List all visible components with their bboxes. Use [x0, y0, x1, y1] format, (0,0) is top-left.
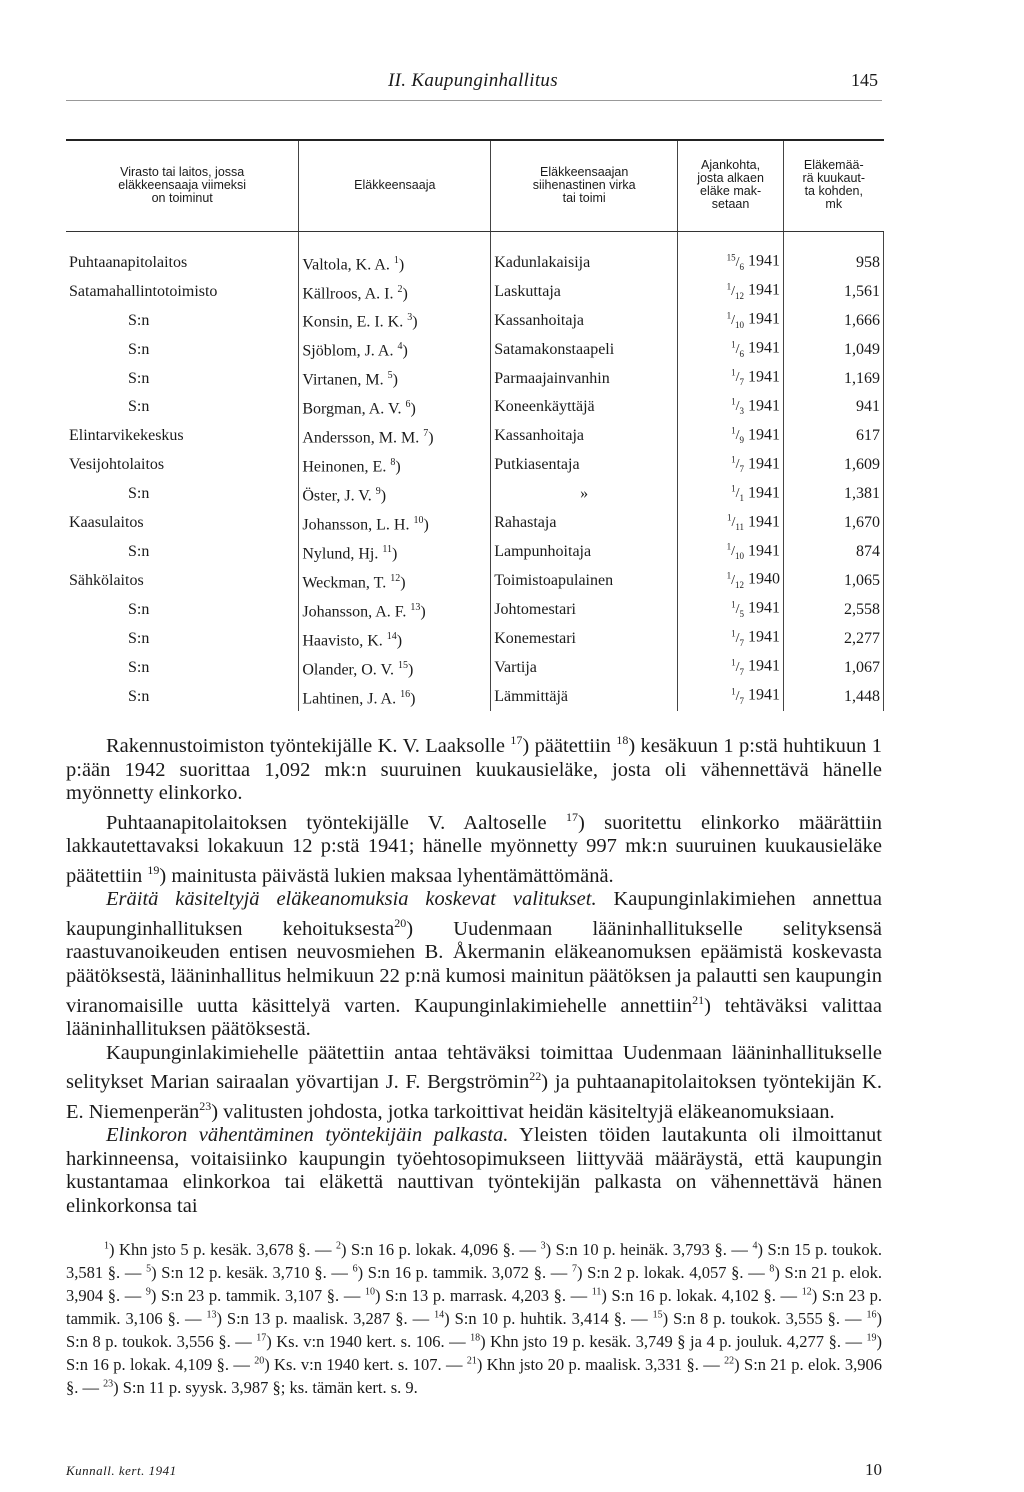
footnote-ref: 9	[375, 486, 381, 498]
pensioner-cell: Sjöblom, J. A. $^4$)	[299, 335, 491, 364]
footnote-item: $^6$) S:n 16 p. tammik. 3,072 §. —	[352, 1262, 572, 1282]
pensioner-cell: Haavisto, K. $^{14}$)	[299, 624, 491, 653]
footnote-ref: 6	[405, 399, 411, 411]
amount-cell: 2,277	[784, 624, 884, 653]
date-fraction: $^1/_7$	[731, 454, 745, 475]
start-date-cell: $^1/_1$ 1941	[678, 480, 784, 509]
footnote-item: $^{17}$) Ks. v:n 1940 kert. s. 106. —	[256, 1332, 471, 1352]
footnote-ref: 11	[382, 544, 392, 556]
publication-mark: Kunnall. kert. 1941	[66, 1463, 177, 1478]
footnote-item: $^8$) S:n 21 p. elok. 3,904 §. —	[66, 1262, 883, 1306]
pensioner-cell: Johansson, L. H. $^{10}$)	[299, 509, 491, 538]
position-cell: Johtomestari	[491, 595, 678, 624]
table-row	[66, 393, 884, 422]
amount-cell: 1,561	[784, 277, 884, 306]
column-header-office: Virasto tai laitos, jossa eläkkeensaaja viimeksi on toiminut	[66, 140, 299, 232]
amount-cell: 617	[784, 422, 884, 451]
amount-cell: 958	[784, 232, 884, 277]
position-cell: Koneenkäyttäjä	[491, 393, 678, 422]
amount-cell: 1,670	[784, 509, 884, 538]
start-date-cell: $^1/_{10}$ 1941	[678, 538, 784, 567]
start-date-cell: $^1/_7$ 1941	[678, 653, 784, 682]
office-cell: S:n	[128, 311, 150, 329]
table-row	[66, 232, 884, 277]
section-heading-annuity: Elinkoron vähentäminen työntekijäin palkasta.	[106, 1123, 509, 1146]
position-cell: Vartija	[491, 653, 678, 682]
footnote-ref: 5	[387, 370, 393, 382]
amount-cell: 874	[784, 538, 884, 567]
footnote-item: $^{16}$) S:n 8 p. toukok. 3,556 §. —	[66, 1309, 882, 1352]
date-fraction: $^1/_6$	[731, 338, 745, 359]
column-header-pensioner: Eläkkeensaaja	[299, 140, 491, 232]
footnote-item: $^3$) S:n 10 p. heinäk. 3,793 §. —	[540, 1239, 753, 1259]
footnote-ref: 10	[413, 515, 424, 527]
table-row	[66, 480, 884, 509]
office-cell: S:n	[128, 369, 150, 387]
position-cell: Laskuttaja	[491, 277, 678, 306]
table-header-row	[66, 140, 884, 232]
position-cell: Kassanhoitaja	[491, 422, 678, 451]
office-cell: Elintarvikekeskus	[69, 427, 184, 445]
column-header-start-date: Ajankohta, josta alkaen eläke mak- setaan	[678, 140, 784, 232]
footnote-item: $^{20}$) Ks. v:n 1940 kert. s. 107. —	[254, 1355, 467, 1375]
date-fraction: $^1/_7$	[731, 367, 745, 388]
date-fraction: $^1/_7$	[731, 628, 745, 648]
pension-table	[66, 139, 884, 711]
footnote-item: $^5$) S:n 12 p. kesäk. 3,710 §. —	[146, 1262, 353, 1282]
amount-cell: 1,067	[784, 653, 884, 682]
position-cell: Parmaajainvanhin	[491, 364, 678, 393]
amount-cell: 2,558	[784, 595, 884, 624]
footnote-item: $^2$) S:n 16 p. lokak. 4,096 §. —	[336, 1239, 541, 1259]
start-date-cell: $^1/_9$ 1941	[678, 422, 784, 451]
footnote-ref: 13	[410, 602, 421, 613]
footnote-item: $^{14}$) S:n 10 p. huhtik. 3,414 §. —	[434, 1309, 653, 1329]
pensioner-cell: Andersson, M. M. $^7$)	[299, 422, 491, 451]
paragraph-laakso-pension: Rakennustoimiston työntekijälle K. V. Laaksolle $^{17}$) päätettiin $^{18}$) kesäkuun 1 p:stä huhtikuun 1 p:ään 1942 suorittaa 1,092 mk:n suuruinen kuukausieläke, josta oli vähennettävä hänelle myönnetty elinkorko.	[66, 733, 882, 805]
date-fraction: $^1/_7$	[731, 657, 745, 677]
footnote-ref: 8	[390, 457, 396, 469]
office-cell: S:n	[128, 485, 150, 503]
footnote-item: $^1$) Khn jsto 5 p. kesäk. 3,678 §. —	[104, 1239, 337, 1259]
amount-cell: 1,381	[784, 480, 884, 509]
date-fraction: $^1/_{10}$	[726, 309, 745, 330]
footnote-ref: 15	[398, 659, 408, 671]
start-date-cell: $^1/_6$ 1941	[678, 335, 784, 364]
date-fraction: $^1/_5$	[731, 599, 745, 619]
position-cell: Lämmittäjä	[491, 682, 678, 711]
footnote-ref: 7	[423, 428, 429, 440]
amount-cell: 1,065	[784, 566, 884, 595]
position-cell: Kadunlakaisija	[491, 232, 678, 277]
date-fraction: $^1/_9$	[731, 425, 745, 446]
start-date-cell: $^1/_{12}$ 1940	[678, 566, 784, 595]
office-cell: Vesijohtolaitos	[69, 456, 165, 474]
start-date-cell: $^1/_7$ 1941	[678, 451, 784, 480]
running-head	[66, 70, 882, 101]
date-fraction: $^1/_{12}$	[726, 280, 745, 301]
footnote-ref: 14	[386, 630, 397, 642]
footnote-item: $^7$) S:n 2 p. lokak. 4,057 §. —	[572, 1262, 770, 1282]
office-cell: S:n	[128, 398, 150, 416]
page-number: 145	[851, 70, 878, 90]
office-cell: Kaasulaitos	[69, 514, 144, 532]
column-header-position: Eläkkeensaajan siihenastinen virka tai toimi	[491, 140, 678, 232]
pensioner-cell: Källroos, A. I. $^2$)	[299, 277, 491, 306]
date-fraction: $^1/_{10}$	[726, 541, 745, 561]
start-date-cell: $^1/_3$ 1941	[678, 393, 784, 422]
pensioner-cell: Valtola, K. A. $^1$)	[299, 232, 491, 277]
position-cell: Putkiasentaja	[491, 451, 678, 480]
pensioner-cell: Borgman, A. V. $^6$)	[299, 393, 491, 422]
pension-rows	[66, 232, 884, 712]
pensioner-cell: Olander, O. V. $^{15}$)	[299, 653, 491, 682]
pensioner-cell: Heinonen, E. $^8$)	[299, 451, 491, 480]
amount-cell: 1,666	[784, 306, 884, 335]
date-fraction: $^1/_{12}$	[726, 570, 745, 590]
office-cell: S:n	[128, 659, 150, 677]
table-row	[66, 364, 884, 393]
start-date-cell: $^1/_7$ 1941	[678, 624, 784, 653]
table-row	[66, 451, 884, 480]
office-cell: S:n	[128, 601, 150, 619]
office-cell: Puhtaanapitolaitos	[69, 253, 188, 271]
date-fraction: $^{15}/_6$	[726, 252, 745, 272]
column-header-monthly-amount: Eläkemää- rä kuukaut- ta kohden, mk	[784, 140, 884, 232]
table-row	[66, 277, 884, 306]
table-row	[66, 335, 884, 364]
date-fraction: $^1/_7$	[731, 686, 745, 706]
start-date-cell: $^1/_{12}$ 1941	[678, 277, 784, 306]
position-cell: Rahastaja	[491, 509, 678, 538]
position-cell: »	[491, 480, 678, 509]
table-row	[66, 538, 884, 567]
start-date-cell: $^1/_{11}$ 1941	[678, 509, 784, 538]
start-date-cell: $^1/_7$ 1941	[678, 682, 784, 711]
signature-number: 10	[865, 1460, 882, 1479]
office-cell: Sähkölaitos	[69, 572, 144, 590]
footnote-item: $^{12}$) S:n 23 p. tammik. 3,106 §. —	[66, 1286, 882, 1329]
footnote-item: $^{21}$) Khn jsto 20 p. maalisk. 3,331 §. —	[466, 1355, 725, 1375]
footnote-item: $^{11}$) S:n 16 p. lokak. 4,102 §. —	[591, 1286, 802, 1306]
office-cell: S:n	[128, 543, 150, 561]
paragraph-annuity-deduction: Elinkoron vähentäminen työntekijäin palkasta. Yleisten töiden lautakunta oli ilmoittanut harkinneensa, voitaisiinko kaupungin työehtosopimukseen liittyvää määräystä, että kaupungin kustantamaa elinkorkoa tai eläkettä nauttivan työntekijän palkasta on vähennettävä hänen elinkorkonsa tai	[66, 1123, 882, 1217]
amount-cell: 1,609	[784, 451, 884, 480]
start-date-cell: $^1/_5$ 1941	[678, 595, 784, 624]
page	[66, 70, 882, 1398]
office-cell: S:n	[128, 688, 150, 706]
date-fraction: $^1/_3$	[731, 396, 745, 417]
footnote-ref: 3	[407, 312, 413, 324]
table-row	[66, 595, 884, 624]
date-fraction: $^1/_{11}$	[726, 512, 745, 533]
pensioner-cell: Johansson, A. F. $^{13}$)	[299, 595, 491, 624]
footnote-item: $^{15}$) S:n 8 p. toukok. 3,555 §. —	[652, 1309, 867, 1329]
pensioner-cell: Öster, J. V. $^9$)	[299, 480, 491, 509]
footnote-ref: 2	[397, 283, 403, 295]
footnote-item: $^9$) S:n 23 p. tammik. 3,107 §. —	[145, 1286, 365, 1306]
start-date-cell: $^{15}/_6$ 1941	[678, 232, 784, 277]
position-cell: Kassanhoitaja	[491, 306, 678, 335]
office-cell: Satamahallintotoimisto	[69, 282, 218, 300]
table-row	[66, 624, 884, 653]
footnote-item: $^4$) S:n 15 p. toukok. 3,581 §. —	[66, 1239, 882, 1282]
position-cell: Lampunhoitaja	[491, 538, 678, 567]
table-row	[66, 509, 884, 538]
position-cell: Konemestari	[491, 624, 678, 653]
footnote-item: $^{22}$) S:n 21 p. elok. 3,906 §. —	[66, 1355, 882, 1398]
table-row	[66, 682, 884, 711]
pensioner-cell: Nylund, Hj. $^{11}$)	[299, 538, 491, 567]
footnote-ref: 16	[400, 688, 411, 700]
chapter-title: II. Kaupunginhallitus	[388, 70, 558, 91]
amount-cell: 941	[784, 393, 884, 422]
table-row	[66, 566, 884, 595]
pensioner-cell: Lahtinen, J. A. $^{16}$)	[299, 682, 491, 711]
table-row	[66, 422, 884, 451]
footnotes	[66, 1236, 882, 1398]
amount-cell: 1,448	[784, 682, 884, 711]
position-cell: Toimistoapulainen	[491, 566, 678, 595]
footnote-item: $^{19}$) S:n 16 p. lokak. 4,109 §. —	[66, 1332, 882, 1375]
footnote-ref: 12	[390, 573, 401, 585]
footnote-item: $^{23}$) S:n 11 p. syysk. 3,987 §; ks. tämän kert. s. 9.	[103, 1378, 418, 1398]
pensioner-cell: Weckman, T. $^{12}$)	[299, 566, 491, 595]
date-fraction: $^1/_1$	[731, 483, 745, 504]
table-row	[66, 306, 884, 335]
footnote-ref: 1	[393, 254, 399, 266]
office-cell: S:n	[128, 340, 150, 358]
amount-cell: 1,049	[784, 335, 884, 364]
table-row	[66, 653, 884, 682]
pensioner-cell: Konsin, E. I. K. $^3$)	[299, 306, 491, 335]
start-date-cell: $^1/_{10}$ 1941	[678, 306, 784, 335]
paragraph-aaltonen-pension: Puhtaanapitolaitoksen työntekijälle V. Aaltoselle $^{17}$) suoritettu elinkorko määrättiin lakkautettavaksi lokakuun 12 p:stä 1941; hänelle myönnetty 997 mk:n suuruinen kuukausieläke päätettiin $^{19}$) mainitusta päivästä lukien maksaa lyhentämättömänä.	[66, 809, 882, 887]
position-cell: Satamakonstaapeli	[491, 335, 678, 364]
footnote-item: $^{18}$) Khn jsto 19 p. kesäk. 3,749 § ja 4 p. jouluk. 4,277 §. —	[470, 1332, 867, 1352]
office-cell: S:n	[128, 630, 150, 648]
start-date-cell: $^1/_7$ 1941	[678, 364, 784, 393]
page-footer	[66, 1460, 882, 1480]
footnote-item: $^{10}$) S:n 13 p. marrask. 4,203 §. —	[364, 1286, 592, 1306]
amount-cell: 1,169	[784, 364, 884, 393]
pensioner-cell: Virtanen, M. $^5$)	[299, 364, 491, 393]
paragraph-statements: Kaupunginlakimiehelle päätettiin antaa tehtäväksi toimittaa Uudenmaan lääninhallitukselle selitykset Marian sairaalan yövartijan J. F. Bergströmin$^{22}$) ja puhtaanapitolaitoksen työntekijän K. E. Niemenperän$^{23}$) valitusten johdosta, jotka tarkoittivat heidän käsiteltyjä eläkeanomuksiaan.	[66, 1041, 882, 1123]
body-text	[66, 729, 882, 1218]
section-heading-appeals: Eräitä käsiteltyjä eläkeanomuksia koskevat valitukset.	[106, 888, 597, 911]
footnote-ref: 4	[397, 341, 403, 353]
footnote-item: $^{13}$) S:n 13 p. maalisk. 3,287 §. —	[206, 1309, 435, 1329]
paragraph-appeals: Eräitä käsiteltyjä eläkeanomuksia koskevat valitukset. Kaupunginlakimiehen annettua kaupunginhallituksen kehoituksesta$^{20}$) Uudenmaan lääninhallitukselle selityksensä raastuvanoikeuden entisen neuvosmiehen B. Åkermanin eläkeanomuksen epäämistä koskevasta päätöksestä, lääninhallitus helmikuun 22 p:nä kumosi mainitun päätöksen ja palautti sen kaupungin viranomaisille uutta käsittelyä varten. Kaupunginlakimiehelle annettiin$^{21}$) tehtäväksi valittaa lääninhallituksen päätöksestä.	[66, 888, 882, 1040]
